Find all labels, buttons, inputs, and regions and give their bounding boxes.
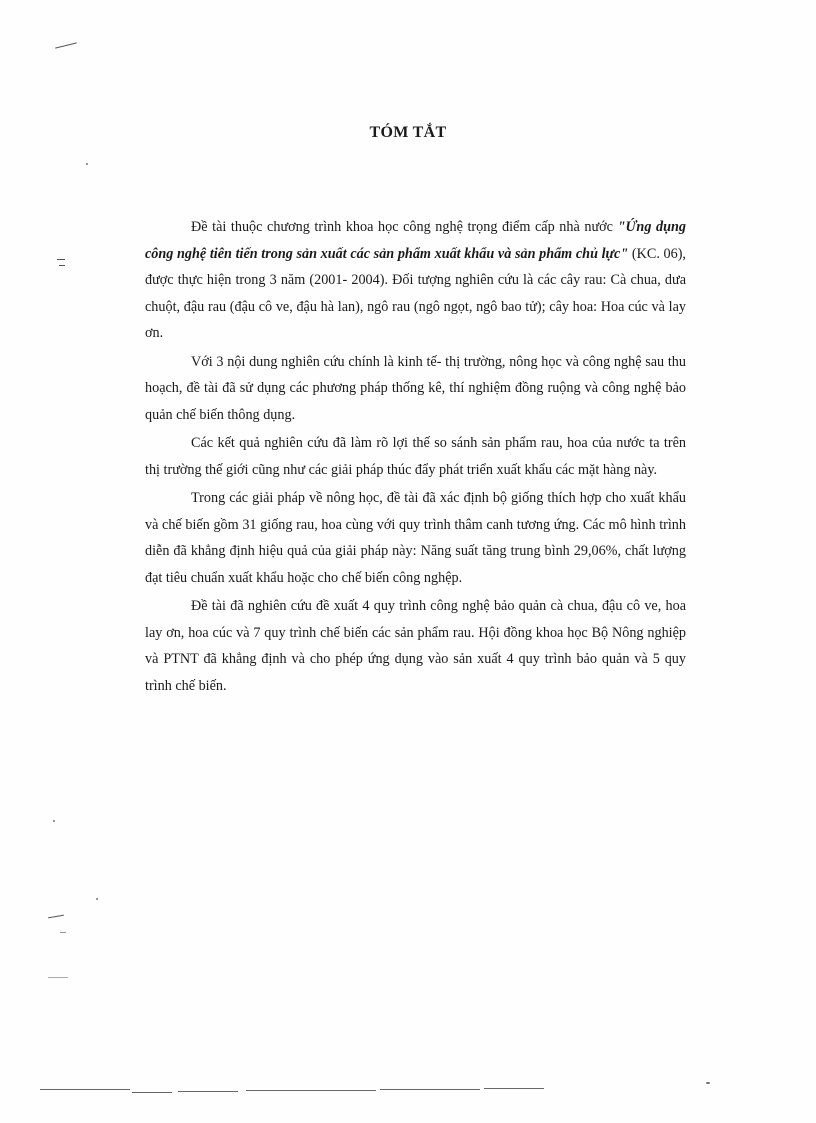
scan-mark: [55, 42, 77, 48]
paragraph-text: Đề tài thuộc chương trình khoa học công nghệ trọng điểm cấp nhà nước: [191, 219, 618, 235]
paragraph: Đề tài đã nghiên cứu đề xuất 4 quy trình công nghệ bảo quản cà chua, đậu cô ve, hoa lay ơn, hoa cúc và 7 quy trình chế biến các sản phẩm rau. Hội đồng khoa học Bộ Nông nghiệp và PTNT đã khẳng định và cho phép ứng dụng vào sản xuất 4 quy trình bảo quản và 5 quy trình chế biến.: [145, 598, 686, 694]
scan-mark: [57, 259, 65, 260]
scan-rule: [40, 1089, 130, 1090]
scan-rule: [484, 1088, 544, 1089]
scan-mark: [48, 977, 68, 978]
scan-dot: [96, 898, 98, 900]
scan-dot: [86, 163, 88, 165]
program-name: "Ứng dụng công nghệ tiên tiến trong sản xuất các sản phẩm xuất khẩu và sản phẩm chủ lực": [145, 219, 686, 262]
paragraph: Các kết quả nghiên cứu đã làm rõ lợi thế so sánh sản phẩm rau, hoa của nước ta trên thị trường thế giới cũng như các giải pháp thúc đẩy phát triển xuất khẩu các mặt hàng này.: [145, 435, 686, 478]
page-title: TÓM TẮT: [369, 124, 447, 141]
scan-rule: [380, 1089, 480, 1090]
scan-rule: [246, 1090, 376, 1091]
scan-mark: [48, 915, 64, 919]
scan-mark: [60, 932, 66, 933]
scan-rule: [178, 1091, 238, 1092]
scan-rule: [132, 1092, 172, 1093]
paragraph: [145, 214, 686, 347]
scan-dot: [53, 820, 55, 822]
document-body: [145, 214, 686, 699]
paragraph-text: (KC. 06), được thực hiện trong 3 năm (2001- 2004). Đối tượng nghiên cứu là các cây rau: Cà chua, dưa chuột, đậu rau (đậu cô ve, đậu hà lan), ngô rau (ngô ngọt, ngô bao tử); cây hoa: Hoa cúc và lay ơn.: [145, 245, 686, 341]
paragraph: Với 3 nội dung nghiên cứu chính là kinh tế- thị trường, nông học và công nghệ sau thu hoạch, đề tài đã sử dụng các phương pháp thống kê, thí nghiệm đồng ruộng và công nghệ bảo quản chế biến thông dụng.: [145, 353, 686, 423]
scan-mark: [59, 265, 65, 266]
scan-dot: [706, 1082, 710, 1084]
paragraph: Trong các giải pháp về nông học, đề tài đã xác định bộ giống thích hợp cho xuất khẩu và chế biến gồm 31 giống rau, hoa cùng với quy trình thâm canh tương ứng. Các mô hình trình diễn đã khẳng định hiệu quả của giải pháp này: Năng suất tăng trung bình 29,06%, chất lượng đạt tiêu chuẩn xuất khẩu hoặc cho chế biến công nghệp.: [145, 490, 686, 586]
